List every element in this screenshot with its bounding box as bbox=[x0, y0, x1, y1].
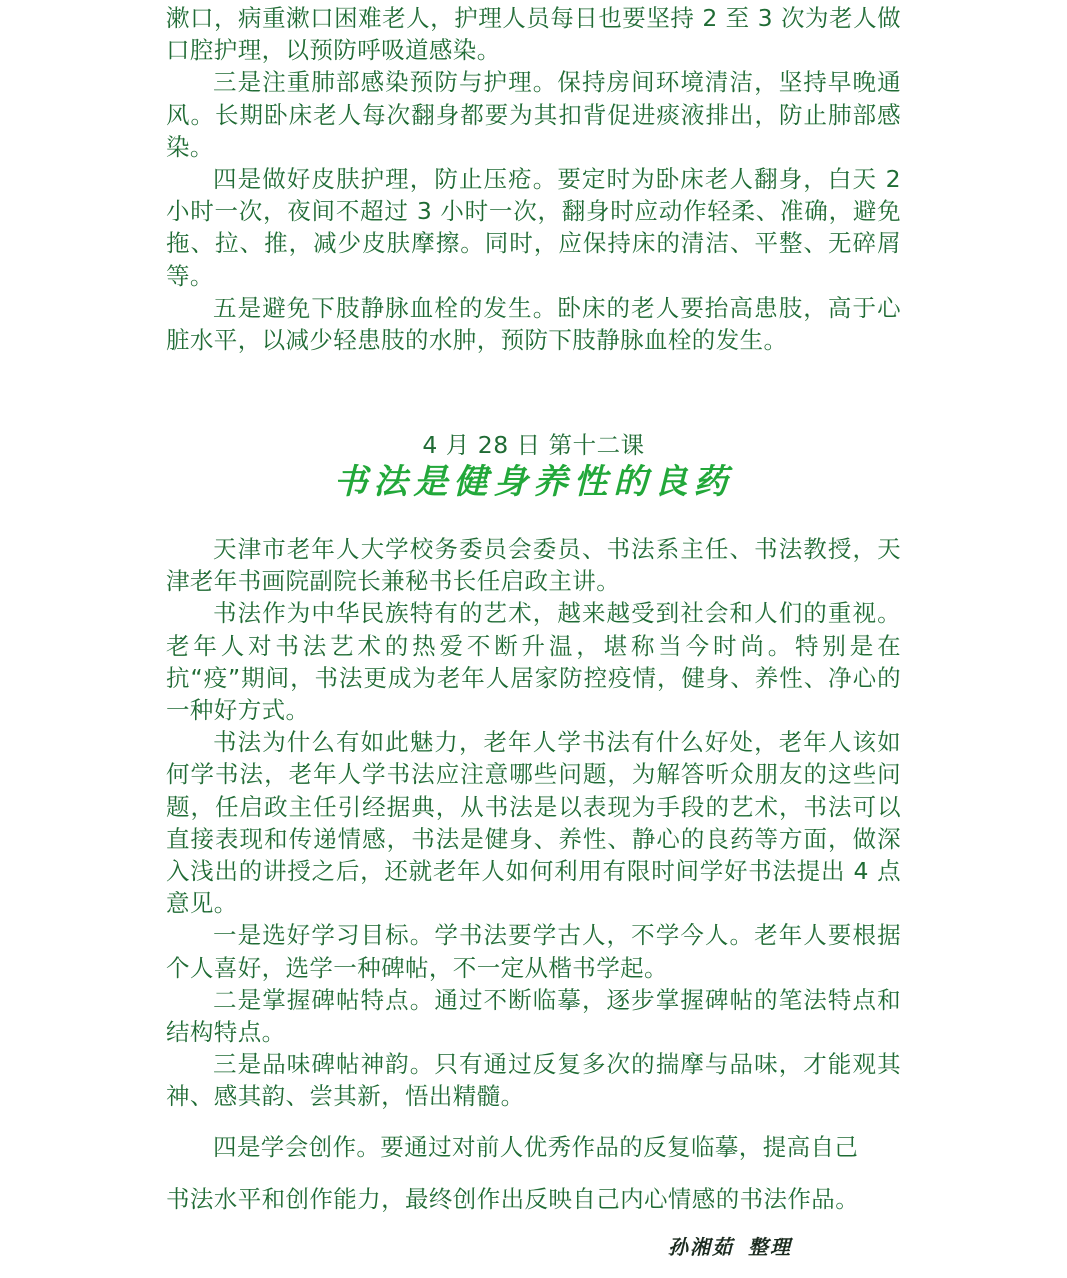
paragraph-point-three: 三是品味碑帖神韵。只有通过反复多次的揣摩与品味，才能观其神、感其韵、尝其新，悟出精髓。 bbox=[166, 1050, 901, 1111]
editor-name: 孙湘茹 bbox=[668, 1235, 734, 1259]
paragraph-point-four-line-2: 书法水平和创作能力，最终创作出反映自己内心情感的书法作品。 bbox=[166, 1184, 860, 1213]
top-section bbox=[166, 2, 901, 356]
paragraph-continuation: 漱口，病重漱口困难老人，护理人员每日也要坚持 2 至 3 次为老人做口腔护理，以预防呼吸道感染。 bbox=[166, 4, 901, 65]
paragraph-why-calligraphy: 书法为什么有如此魅力，老年人学书法有什么好处，老年人该如何学书法，老年人学书法应注意哪些问题，为解答听众朋友的这些问题，任启政主任引经据典，从书法是以表现为手段的艺术，书法可以直接表现和传递情感，书法是健身、养性、静心的良药等方面，做深入浅出的讲授之后，还就老年人如何利用有限时间学好书法提出 4 点意见。 bbox=[166, 728, 901, 918]
lesson-title: 书法是健身养性的良药 bbox=[333, 462, 734, 502]
lesson-body bbox=[166, 533, 901, 1227]
editor-credit bbox=[668, 1232, 792, 1262]
paragraph-point-one: 一是选好学习目标。学书法要学古人，不学今人。老年人要根据个人喜好，选学一种碑帖，不一定从楷书学起。 bbox=[166, 921, 901, 982]
paragraph-thrombosis: 五是避免下肢静脉血栓的发生。卧床的老人要抬高患肢，高于心脏水平，以减少轻患肢的水肿，预防下肢静脉血栓的发生。 bbox=[166, 293, 901, 355]
paragraph-skin-care: 四是做好皮肤护理，防止压疮。要定时为卧床老人翻身，白天 2 小时一次，夜间不超过 3 小时一次，翻身时应动作轻柔、准确，避免拖、拉、推，减少皮肤摩擦。同时，应保持床的清洁、平整、无碎屑等。 bbox=[166, 165, 901, 290]
lesson-date-line: 4 月 28 日 第十二课 bbox=[422, 431, 645, 459]
paragraph-point-four-line-1: 四是学会创作。要通过对前人优秀作品的反复临摹，提高自己 bbox=[213, 1132, 859, 1161]
paragraph-speaker: 天津市老年人大学校务委员会委员、书法系主任、书法教授，天津老年书画院副院长兼秘书长任启政主讲。 bbox=[166, 535, 901, 596]
paragraph-point-four bbox=[166, 1119, 901, 1227]
editor-role: 整理 bbox=[748, 1235, 792, 1259]
paragraph-intro: 书法作为中华民族特有的艺术，越来越受到社会和人们的重视。老年人对书法艺术的热爱不断升温，堪称当今时尚。特别是在抗“疫”期间，书法更成为老年人居家防控疫情，健身、养性、净心的一种好方式。 bbox=[166, 599, 901, 725]
paragraph-point-two: 二是掌握碑帖特点。通过不断临摹，逐步掌握碑帖的笔法特点和结构特点。 bbox=[166, 985, 901, 1047]
paragraph-lung-care: 三是注重肺部感染预防与护理。保持房间环境清洁，坚持早晚通风。长期卧床老人每次翻身都要为其扣背促进痰液排出，防止肺部感染。 bbox=[166, 68, 901, 161]
